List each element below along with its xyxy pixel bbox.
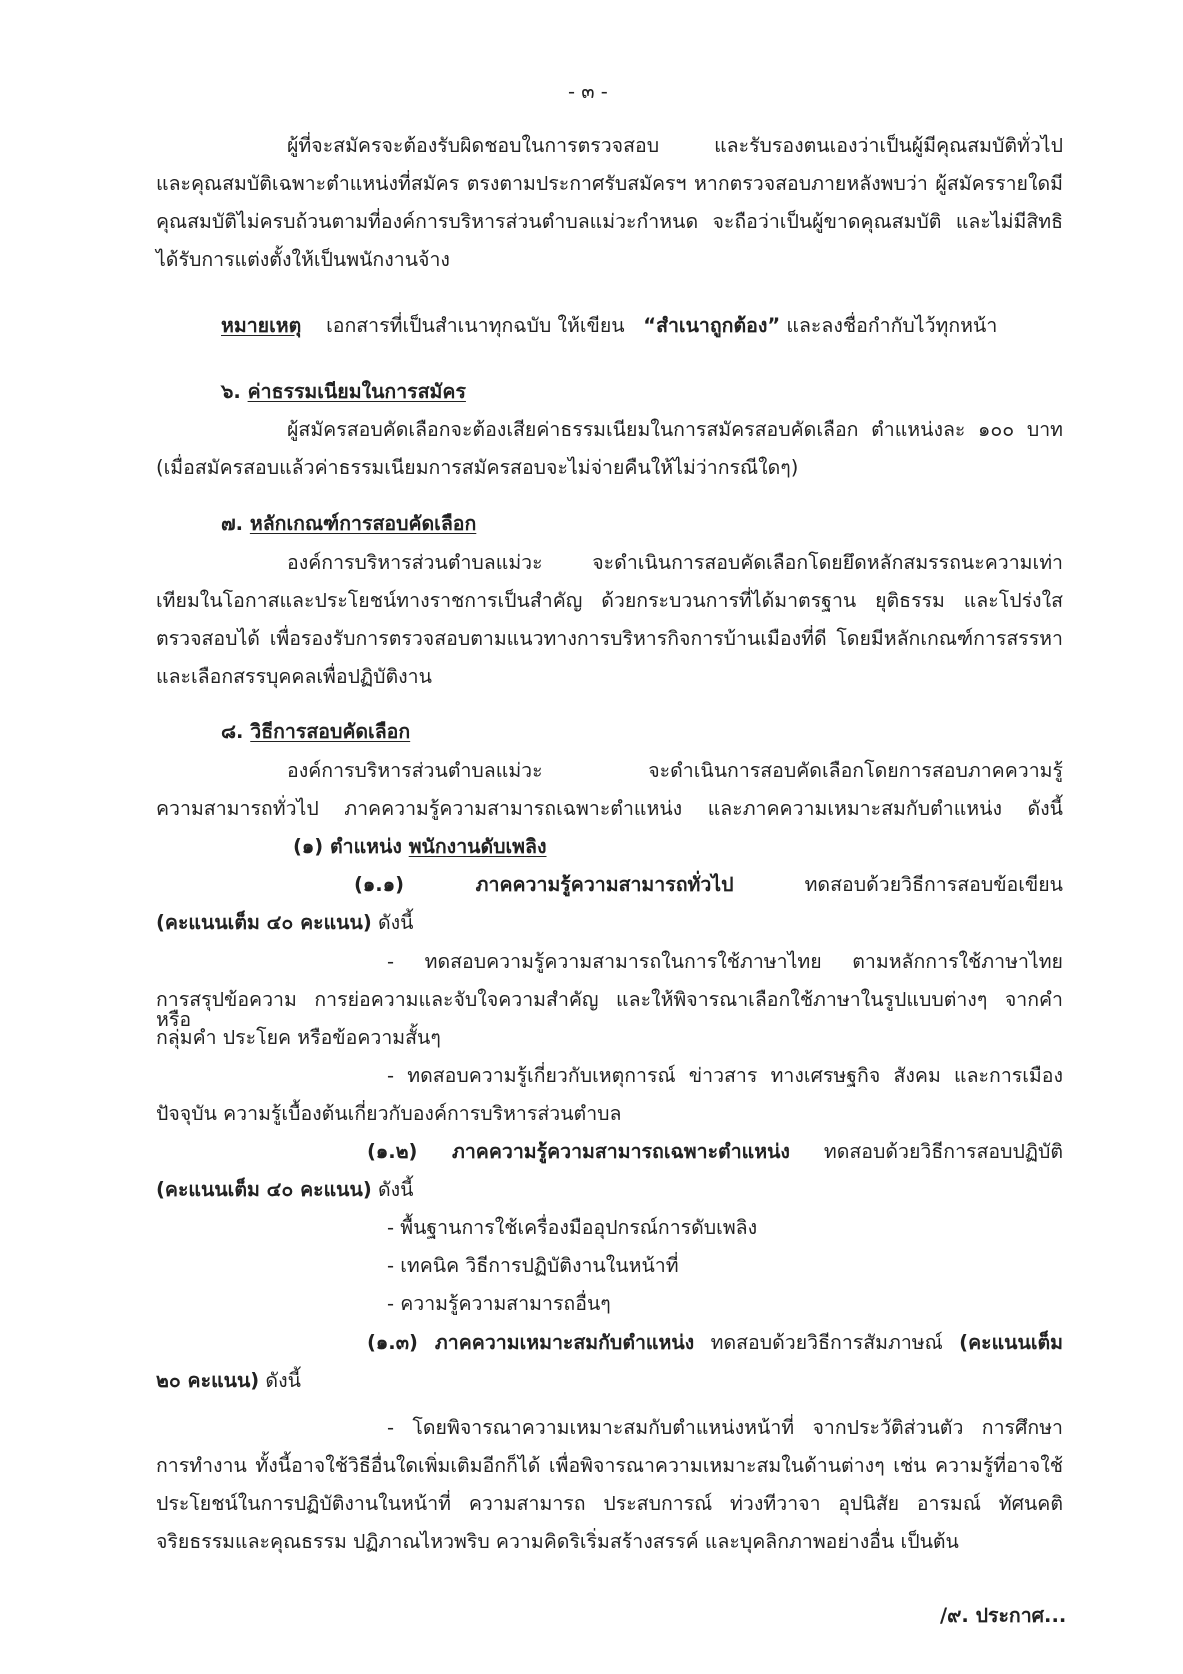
section-number: ๖. xyxy=(221,380,241,403)
score-tail: ดังนี้ xyxy=(377,1178,414,1201)
section-heading xyxy=(221,382,466,402)
score-text: (คะแนนเต็ม xyxy=(959,1331,1063,1354)
text-line: และเลือกสรรบุคคลเพื่อปฏิบัติงาน xyxy=(156,665,432,688)
score-tail: ดังนี้ xyxy=(377,911,414,934)
position-prefix: (๑) ตำแหน่ง xyxy=(293,835,402,858)
score-tail: ดังนี้ xyxy=(265,1369,301,1392)
section-number: ๗. xyxy=(221,512,244,535)
subsection-heading xyxy=(354,875,1063,895)
text-line: ผู้ที่จะสมัครจะต้องรับผิดชอบในการตรวจสอบ และรับรองตนเองว่าเป็นผู้มีคุณสมบัติทั่วไป xyxy=(287,134,1063,157)
text-line: ตรวจสอบได้ เพื่อรองรับการตรวจสอบตามแนวทางการบริหารกิจการบ้านเมืองที่ดี โดยมีหลักเกณฑ์การสรรหา xyxy=(156,627,1063,650)
subsection-title: (๑.๑) ภาคความรู้ความสามารถทั่วไป xyxy=(354,873,734,896)
list-item: - เทคนิค วิธีการปฏิบัติงานในหน้าที่ xyxy=(387,1254,679,1277)
note-line xyxy=(221,316,997,336)
score-line xyxy=(156,1371,301,1391)
text-line: และคุณสมบัติเฉพาะตำแหน่งที่สมัคร ตรงตามประกาศรับสมัครฯ หากตรวจสอบภายหลังพบว่า ผู้สมัครรายใดมี xyxy=(156,172,1063,195)
score-text: (คะแนนเต็ม ๔๐ คะแนน) xyxy=(156,1178,372,1201)
score-text: (คะแนนเต็ม ๔๐ คะแนน) xyxy=(156,911,372,934)
subsection-heading xyxy=(367,1142,1063,1162)
text-line: ผู้สมัครสอบคัดเลือกจะต้องเสียค่าธรรมเนียมในการสมัครสอบคัดเลือก ตำแหน่งละ ๑๐๐ บาท xyxy=(287,418,1063,441)
position-heading xyxy=(293,837,547,857)
subsection-title: (๑.๓) ภาคความเหมาะสมกับตำแหน่ง xyxy=(367,1331,695,1354)
text-line: กลุ่มคำ ประโยค หรือข้อความสั้นๆ xyxy=(156,1026,441,1049)
text-line: ประโยชน์ในการปฏิบัติงานในหน้าที่ ความสามารถ ประสบการณ์ ท่วงทีวาจา อุปนิสัย อารมณ์ ทัศนคติ xyxy=(156,1492,1063,1515)
subsection-heading xyxy=(367,1333,1063,1353)
text-line: จริยธรรมและคุณธรรม ปฏิภาณไหวพริบ ความคิดริเริ่มสร้างสรรค์ และบุคลิกภาพอย่างอื่น เป็นต้น xyxy=(156,1530,959,1553)
text-line: เทียมในโอกาสและประโยชน์ทางราชการเป็นสำคัญ ด้วยกระบวนการที่ได้มาตรฐาน ยุติธรรม และโปร่งใส xyxy=(156,589,1063,612)
section-title: หลักเกณฑ์การสอบคัดเลือก xyxy=(249,512,477,535)
page-number: - ๓ - xyxy=(568,80,608,103)
subsection-method: ทดสอบด้วยวิธีการสัมภาษณ์ xyxy=(710,1331,943,1354)
score-line xyxy=(156,913,413,933)
note-quote: “สำเนาถูกต้อง” xyxy=(643,314,781,337)
section-title: วิธีการสอบคัดเลือก xyxy=(250,720,411,743)
note-text-end: และลงชื่อกำกับไว้ทุกหน้า xyxy=(786,314,998,337)
note-label: หมายเหตุ xyxy=(221,314,302,337)
position-name: พนักงานดับเพลิง xyxy=(408,835,547,858)
text-line: ความสามารถทั่วไป ภาคความรู้ความสามารถเฉพาะตำแหน่ง และภาคความเหมาะสมกับตำแหน่ง ดังนี้ xyxy=(156,797,1063,820)
section-heading xyxy=(221,514,476,534)
continuation-marker: /๙. ประกาศ... xyxy=(940,1604,1067,1627)
text-line: ปัจจุบัน ความรู้เบื้องต้นเกี่ยวกับองค์การบริหารส่วนตำบล xyxy=(156,1102,622,1125)
text-line: (เมื่อสมัครสอบแล้วค่าธรรมเนียมการสมัครสอบจะไม่จ่ายคืนให้ไม่ว่ากรณีใดๆ) xyxy=(156,456,799,479)
score-text: ๒๐ คะแนน) xyxy=(156,1369,260,1392)
text-line: - ทดสอบความรู้เกี่ยวกับเหตุการณ์ ข่าวสาร ทางเศรษฐกิจ สังคม และการเมือง xyxy=(387,1064,1063,1087)
text-line: - ทดสอบความรู้ความสามารถในการใช้ภาษาไทย ตามหลักการใช้ภาษาไทย xyxy=(387,950,1063,973)
section-number: ๘. xyxy=(221,720,244,743)
list-item: - พื้นฐานการใช้เครื่องมืออุปกรณ์การดับเพลิง xyxy=(387,1216,758,1239)
text-line: คุณสมบัติไม่ครบถ้วนตามที่องค์การบริหารส่วนตำบลแม่วะกำหนด จะถือว่าเป็นผู้ขาดคุณสมบัติ และไม่มีสิทธิ xyxy=(156,210,1063,233)
text-line: - โดยพิจารณาความเหมาะสมกับตำแหน่งหน้าที่ จากประวัติส่วนตัว การศึกษา xyxy=(387,1416,1063,1439)
score-line xyxy=(156,1180,413,1200)
text-line: ได้รับการแต่งตั้งให้เป็นพนักงานจ้าง xyxy=(156,248,450,271)
text-line: องค์การบริหารส่วนตำบลแม่วะ จะดำเนินการสอบคัดเลือกโดยการสอบภาคความรู้ xyxy=(287,759,1063,782)
subsection-title: (๑.๒) ภาคความรู้ความสามารถเฉพาะตำแหน่ง xyxy=(367,1140,790,1163)
list-item: - ความรู้ความสามารถอื่นๆ xyxy=(387,1292,611,1315)
text-line: การสรุปข้อความ การย่อความและจับใจความสำคัญ และให้พิจารณาเลือกใช้ภาษาในรูปแบบต่างๆ จากคำหรือ xyxy=(156,988,1063,1031)
section-title: ค่าธรรมเนียมในการสมัคร xyxy=(247,380,466,403)
subsection-method: ทดสอบด้วยวิธีการสอบปฏิบัติ xyxy=(823,1140,1063,1163)
text-line: องค์การบริหารส่วนตำบลแม่วะ จะดำเนินการสอบคัดเลือกโดยยึดหลักสมรรถนะความเท่า xyxy=(287,551,1063,574)
subsection-method: ทดสอบด้วยวิธีการสอบข้อเขียน xyxy=(804,873,1063,896)
text-line: การทำงาน ทั้งนี้อาจใช้วิธีอื่นใดเพิ่มเติมอีกก็ได้ เพื่อพิจารณาความเหมาะสมในด้านต่างๆ เช่น ความรู้ที่อาจใช้ xyxy=(156,1454,1063,1477)
note-text: เอกสารที่เป็นสำเนาทุกฉบับ ให้เขียน xyxy=(326,314,625,337)
section-heading xyxy=(221,722,410,742)
